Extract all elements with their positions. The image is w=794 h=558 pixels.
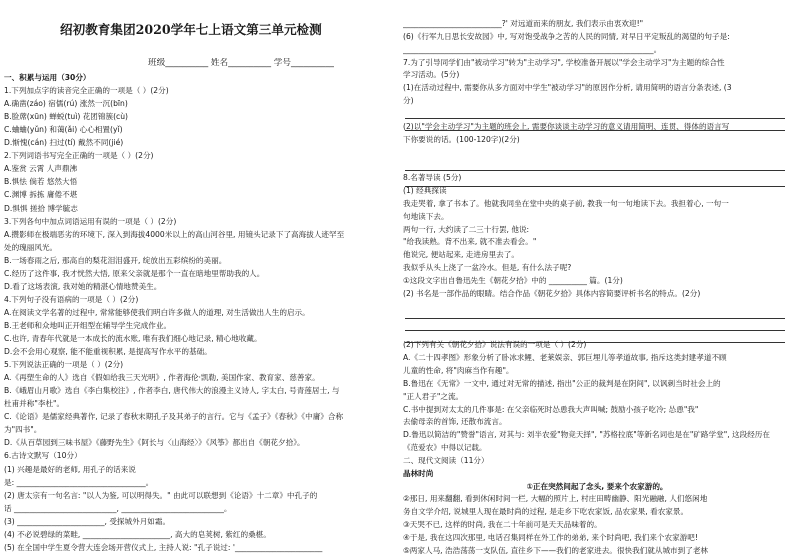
left-column-line: D.看了这场表演, 我对她的精湛心情地赞美生。 (4, 281, 162, 291)
right-column-line: C.书中提到对太太的几件事是: 在父亲临死时怂恿我大声叫喊; 鼓励小孩子吃冷; 怂恿"我" (403, 404, 699, 414)
right-column-line: 两句一行, 大约读了二三十行罢, 他说: (403, 224, 530, 234)
right-column-line: (1) 经典探读 (403, 186, 447, 196)
left-column-line: D.惭愧(cán) 扫过(tí) 戴然不同(jié) (4, 138, 124, 148)
right-column-line: (1)在活动过程中, 需要你从多方面对中学生"被动学习"的原因作分析, 请用简明的语言分条表述, (3 (403, 83, 732, 93)
right-column-line: (2)下列有关《朝花夕拾》说法有误的一项是（ ）(2分) (403, 340, 587, 350)
left-column-line: 6.古诗文默写（10分） (4, 451, 82, 461)
right-column-line: ④于是, 我在这四次那里, 电话召集同样在外工作的弟弟, 来个时尚吧, 我们来个农家游吧! (403, 533, 698, 542)
left-column-line: C.经历了这件事, 我才恍然大悟, 原来父亲就是那个一直在暗地里帮助我的人。 (4, 268, 265, 278)
right-column-line: "给我读熟。背不出来, 就不准去看会。" (403, 237, 537, 247)
left-column-line: D.《从百草园到三味书屋》《藤野先生》《阿长与〈山海经〉》《风筝》都出自《朝花夕拾》。 (4, 438, 305, 448)
left-column-line: A.确凿(záo) 宿儒(rú) 涨然一沉(bīn) (4, 99, 128, 109)
exam-title: 绍初教育集团2020学年七上语文第三单元检测 (60, 22, 322, 37)
right-column-line: __________________________?' 对远道而来的朋友, 我们表示由衷欢迎!" (403, 19, 644, 28)
left-column-line: B.脸蓆(xūn) 蝉蜕(tuì) 花团锦簇(cù) (4, 112, 128, 122)
right-column-line: (6)《行军九日思长安故园》中, 写对饱受战争之苦的人民的同情, 对早日平定叛乱的渴望的句子是: (403, 31, 730, 41)
left-column-line: B.惧怯 倘若 悠然大悟 (4, 177, 78, 187)
left-column-line: 为"四书"。 (4, 425, 42, 435)
left-column-line: A.鉴赏 云霄 人声鼎沸 (4, 164, 78, 174)
right-column-line: 晶林时尚 (403, 468, 434, 478)
left-column-line: 2.下列词语书写完全正确的一项是（ ）(2分) (4, 151, 154, 161)
answer-line (405, 130, 785, 131)
left-column-line: 5.下列说法正确的一项是（ ）(2分) (4, 360, 124, 370)
right-column-line: 务自文学介绍, 说城里人现在最时尚的过程, 是走乡下吃农家饭, 品农家果, 看农家景。 (403, 507, 689, 517)
left-column-line: 1.下列加点字的读音完全正确的一项是（ ）(2分) (4, 86, 169, 96)
right-column-line: ⑤两家人马, 浩浩荡荡一支队伍, 直往乡下——我们的老家进去。很快我们就从城市到了老林 (403, 545, 709, 555)
left-column-line: (2) 唐太宗有一句名言: "以人为鉴, 可以明得失。" 由此可以联想到《论语》十二章》中孔子的 (4, 490, 318, 500)
left-column (0, 0, 394, 558)
right-column-line: 他说完, 便站起来, 走进房里去了。 (403, 250, 519, 260)
answer-line (405, 318, 785, 319)
right-column-line: 下你要说的话。(100-120字)(2分) (403, 134, 520, 144)
left-column-line: C.蛐蛐(yǔn) 和蔼(ǎi) 心心相置(yǐ) (4, 125, 123, 135)
answer-line (405, 186, 785, 187)
left-column-line: 一、积累与运用（30分） (4, 73, 91, 82)
right-column-line: 儿童的性命, 将"肉麻当作有趣"。 (403, 365, 514, 375)
right-column-line: __________________________________________________________________。 (403, 44, 662, 54)
left-column-line: B.《峨眉山月歌》选自《李白集校注》, 作者李白, 唐代伟大的浪漫主义诗人, 字太白, 号青莲居士, 与 (4, 386, 340, 396)
left-column-line: 话 ___________________________, ___________________________。 (4, 503, 232, 513)
right-column-line: 7.为了引导同学们由"被动学习"转为"主动学习", 学校准备开展以"学会主动学习"为主题的综合性 (403, 57, 725, 67)
left-column-line: A.攒影师在极端恶劣的环境下, 深入到海拔4000米以上的高山河谷里, 用镜头记录下了高海拔人迹罕至 (4, 229, 345, 239)
right-column-line: 二、现代文阅读（11分） (403, 455, 489, 465)
left-column-line: D.惧惧 搓拾 博学毓志 (4, 203, 78, 213)
right-column-line: 我似乎从头上浇了一盆冷水。但是, 有什么法子呢? (403, 263, 572, 273)
right-column-line: ③天哭不已, 这样的时尚, 我在二十年前可是天天品味着的。 (403, 520, 602, 530)
left-column-line: D.会不会用心观察, 能不能重视积累, 是提高写作水平的基础。 (4, 347, 212, 357)
right-column-line: 学习活动。(5分) (403, 70, 460, 80)
right-column-line: B.鲁迅在《无常》一文中, 通过对无常的描述, 指出"公正的裁判是在阴间", 以讽刺当时社会上的 (403, 378, 721, 388)
answer-line (405, 118, 785, 119)
left-column-line: (3) _______________________, 受探城外月如霜。 (4, 516, 171, 526)
left-column-line: 4.下列句子没有语病的一项是（ ）(2分) (4, 294, 139, 304)
right-column-line: 去偷母亲的首饰, 还散布流言。 (403, 417, 507, 427)
right-column-line: 我走哭着, 拿了书本了。他就我同坐在堂中央的桌子前, 教我一句一句地读下去。我担着心, 一句一 (403, 198, 729, 208)
student-info-line: 班级__________ 姓名__________ 学号__________ (148, 58, 334, 68)
left-column-line: C.渊博 拆拣 庸倦不堪 (4, 190, 78, 200)
answer-line (405, 330, 785, 331)
right-column-line: 分) (403, 96, 414, 106)
left-column-line: C.也许, 青春年代就是一本成长的流水账, 唯有我们细心地记录, 精心地收藏。 (4, 334, 262, 343)
right-column (397, 0, 794, 558)
left-column-line: 是: __________________________________。 (4, 477, 154, 487)
left-column-line: (5) 在全国中学生夏令营大连会场开营仪式上, 主持人说: "孔子说过: '_______________________ (4, 542, 323, 552)
right-column-line: ②那日, 用来翻翻, 看到休闲时间一栏, 大幅的照片上, 村庄田畴幽静、阳光融融, 人们悠闲地 (403, 494, 708, 504)
left-column-line: C.《论语》是儒家经典著作, 记录了春秋末期孔子及其弟子的言行。它与《孟子》《春秋》《中庸》合称 (4, 412, 344, 422)
right-column-line: 《范爱农》中得以记载。 (403, 443, 487, 453)
left-column-line: A.《再塑生命的人》选自《假如给我三天光明》, 作者海伦·凯勒, 美国作家、教育家、慈善家。 (4, 373, 320, 383)
left-column-line: B.一场春雨之后, 那高自的梨花泪泪盛开, 绽放出五彩缤纷的美丽。 (4, 255, 227, 265)
left-column-line: B.王老师和众地叫正开组型在辅导学生完成作业。 (4, 320, 172, 330)
left-column-line: 处的瑰丽风光。 (4, 242, 58, 252)
right-column-line: (2) 书名是一部作品的眼睛。结合作品《朝花夕拾》具体内容简要评析书名的特点。(2分) (403, 288, 701, 298)
right-column-line: D.鲁迅以简洁的"赞誉"语言, 对其与: 刘半农爱"物竞天择", "苏格拉底"等新名词也是在"矿路学堂", 这段经历在 (403, 430, 770, 440)
left-column-line: 3.下列各句中加点词语运用有误的一项是（ ）(2分) (4, 216, 177, 226)
right-column-line: A.《二十四孝图》形象分析了卧冰求鲤、老莱娱亲、郭巨埋儿等孝道故事, 指斥这类封建孝道不顾 (403, 353, 727, 363)
left-column-line: A.在阅读文学名著的过程中, 常常能够使我们明白许多做人的道理, 对生活做出人生的启示。 (4, 307, 310, 317)
right-column-line: 句地读下去。 (403, 211, 449, 221)
right-column-line: ①正在突然间起了念头, 要来个农家游的。 (526, 481, 668, 491)
left-column-line: (4) 不必说碧绿的菜畦, _______________________, 高大的皂荚树, 紫红的桑椹。 (4, 529, 271, 539)
answer-line (405, 170, 785, 171)
right-column-line: (2)以"学会主动学习"为主题的班会上, 需要你谈谈主动学习的意义请用简明、连贯、得体的语言写 (403, 121, 730, 131)
left-column-line: 杜甫并称"李杜"。 (4, 399, 65, 409)
right-column-line: ①这段文字出自鲁迅先生《朝花夕拾》中的 __________ 篇。(1分) (403, 276, 623, 285)
answer-line (405, 342, 785, 343)
right-column-line: 8.名著导读 (5分) (403, 173, 462, 183)
right-column-line: "正人君子"之流。 (403, 391, 464, 401)
left-column-line: (1) 兴趣是最好的老师, 用孔子的话来说 (4, 464, 136, 474)
